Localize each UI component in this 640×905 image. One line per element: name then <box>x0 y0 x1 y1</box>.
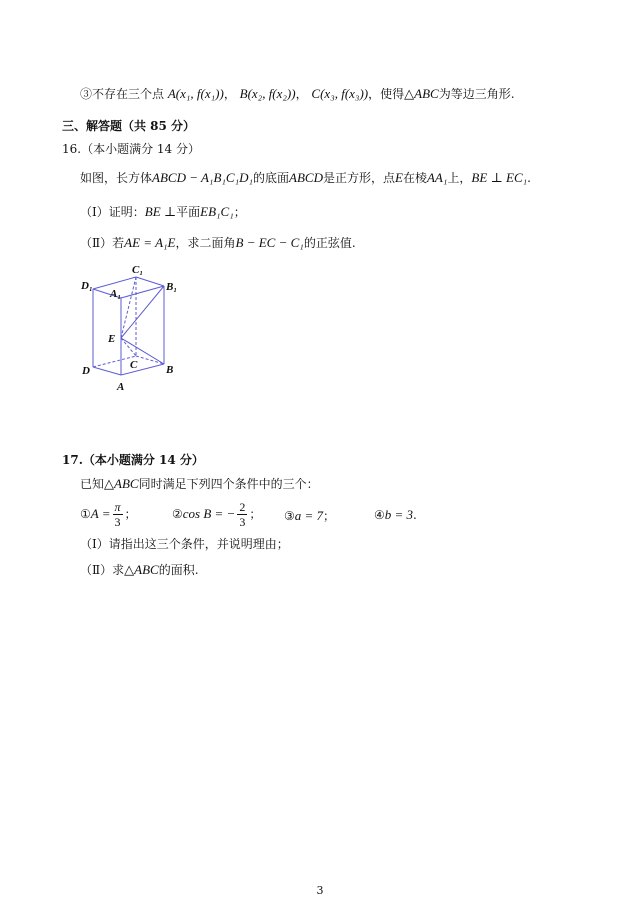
fraction-1-numerator: π <box>114 500 121 514</box>
q17-triangle: △ABC <box>104 476 139 491</box>
page-number: 3 <box>316 884 324 897</box>
q17-condition-3 <box>284 507 335 524</box>
item3-point-a: A(x₁, f(x₁)) <box>167 86 224 101</box>
q16-part2-label: （Ⅱ）若 <box>80 236 125 250</box>
cuboid-figure <box>80 262 190 398</box>
q16-stem-text-5: 上， <box>447 171 472 185</box>
q17-stem-text-2: 同时满足下列四个条件中的三个： <box>138 477 319 491</box>
q16-solid: ABCD − A₁B₁C₁D₁ <box>152 170 254 185</box>
fraction-2-over-3 <box>237 500 247 529</box>
condition-3-end: ； <box>323 509 336 523</box>
label-d: D <box>82 365 90 377</box>
condition-3-math: a = 7 <box>294 508 324 523</box>
segment-ec-hidden <box>121 338 136 356</box>
item3-point-b: B(x₂, f(x₂)) <box>239 86 296 101</box>
label-e: E <box>108 333 116 345</box>
q16-part2-end: 的正弦值. <box>303 236 356 250</box>
q16-edge: AA₁ <box>426 170 448 185</box>
q17-condition-4 <box>374 507 417 523</box>
q16-part1-math: BE ⊥ <box>144 204 177 219</box>
q16-base: ABCD <box>289 170 323 185</box>
q16-part1-text: 平面 <box>176 205 201 219</box>
q16-part1 <box>80 204 246 220</box>
label-b1: B₁ <box>166 281 178 293</box>
q16-part2-text: ，求二面角 <box>175 236 236 250</box>
q16-part1-plane: EB₁C₁ <box>200 204 234 219</box>
q16-point: E <box>395 170 403 185</box>
q16-part1-label: （Ⅰ）证明： <box>80 205 145 219</box>
condition-2-end: ； <box>249 507 262 521</box>
item3-middle: ，使得 <box>368 87 405 101</box>
edge-b1c1 <box>136 277 164 286</box>
condition-1-end: ； <box>124 507 137 521</box>
q17-part2 <box>80 562 199 578</box>
item3-point-c: C(x₃, f(x₃)) <box>311 86 369 101</box>
label-c1: C₁ <box>132 264 144 276</box>
q17-condition-2 <box>172 500 261 529</box>
q16-part2-angle: B − EC − C₁ <box>235 235 304 250</box>
q17-part2-end: 的面积. <box>158 563 199 577</box>
condition-4-marker: ④ <box>374 508 385 522</box>
condition-1-lhs: A = <box>90 506 111 521</box>
item3-line: ③不存在三个点 A(x₁, f(x₁))， B(x₂, f(x₂))， C(x₃, f(x₃))，使得△ABC为等边三角形. <box>80 86 515 101</box>
q17-part1: （Ⅰ）请指出这三个条件，并说明理由； <box>80 537 289 551</box>
section-heading: 三、解答题（共 85 分） <box>62 119 196 133</box>
item3-prefix: 不存在三个点 <box>92 87 165 101</box>
q17-stem <box>80 476 319 492</box>
edge-da <box>93 367 121 375</box>
fraction-1-denominator: 3 <box>114 515 121 529</box>
q17-condition-1 <box>80 500 137 529</box>
q16-number: 16.（本小题满分 14 分） <box>62 142 200 156</box>
q16-stem-text-3: 是正方形，点 <box>322 171 395 185</box>
condition-4-math: b = 3 <box>384 507 414 522</box>
q16-part2-cond: AE = A₁E <box>124 235 176 250</box>
q16-perp: BE ⊥ EC₁ <box>471 170 528 185</box>
q17-part2-triangle: △ABC <box>124 562 159 577</box>
q17-stem-text-1: 已知 <box>80 477 105 491</box>
q17-part2-label: （Ⅱ）求 <box>80 563 125 577</box>
q16-stem-end: . <box>527 171 531 185</box>
condition-3-marker: ③ <box>284 509 295 523</box>
item3-triangle: △ABC <box>404 86 439 101</box>
condition-1-marker: ① <box>80 507 91 521</box>
edge-ab <box>121 364 164 375</box>
label-a1: A₁ <box>110 288 122 300</box>
item3-marker: ③ <box>80 87 93 101</box>
q16-stem-text-4: 在棱 <box>402 171 427 185</box>
segment-eb <box>121 338 164 364</box>
q17-number: 17.（本小题满分 14 分） <box>62 453 204 467</box>
label-c: C <box>130 359 138 371</box>
edge-a1b1 <box>121 286 164 298</box>
q16-stem <box>80 170 531 186</box>
condition-2-lhs: cos B = − <box>182 506 236 521</box>
condition-2-marker: ② <box>172 507 183 521</box>
q16-stem-text-1: 如图，长方体 <box>80 171 153 185</box>
fraction-2-denominator: 3 <box>239 515 246 529</box>
label-b: B <box>166 364 174 376</box>
condition-4-end: . <box>413 508 417 522</box>
label-d1: D₁ <box>81 280 93 292</box>
item3-suffix: 为等边三角形. <box>438 87 515 101</box>
label-a: A <box>117 381 125 393</box>
q16-stem-text-2: 的底面 <box>253 171 290 185</box>
edge-cb-hidden <box>136 356 164 364</box>
q16-part2 <box>80 235 356 251</box>
q16-part1-end: ； <box>233 205 246 219</box>
fraction-2-numerator: 2 <box>239 500 246 514</box>
fraction-pi-over-3 <box>113 500 123 529</box>
